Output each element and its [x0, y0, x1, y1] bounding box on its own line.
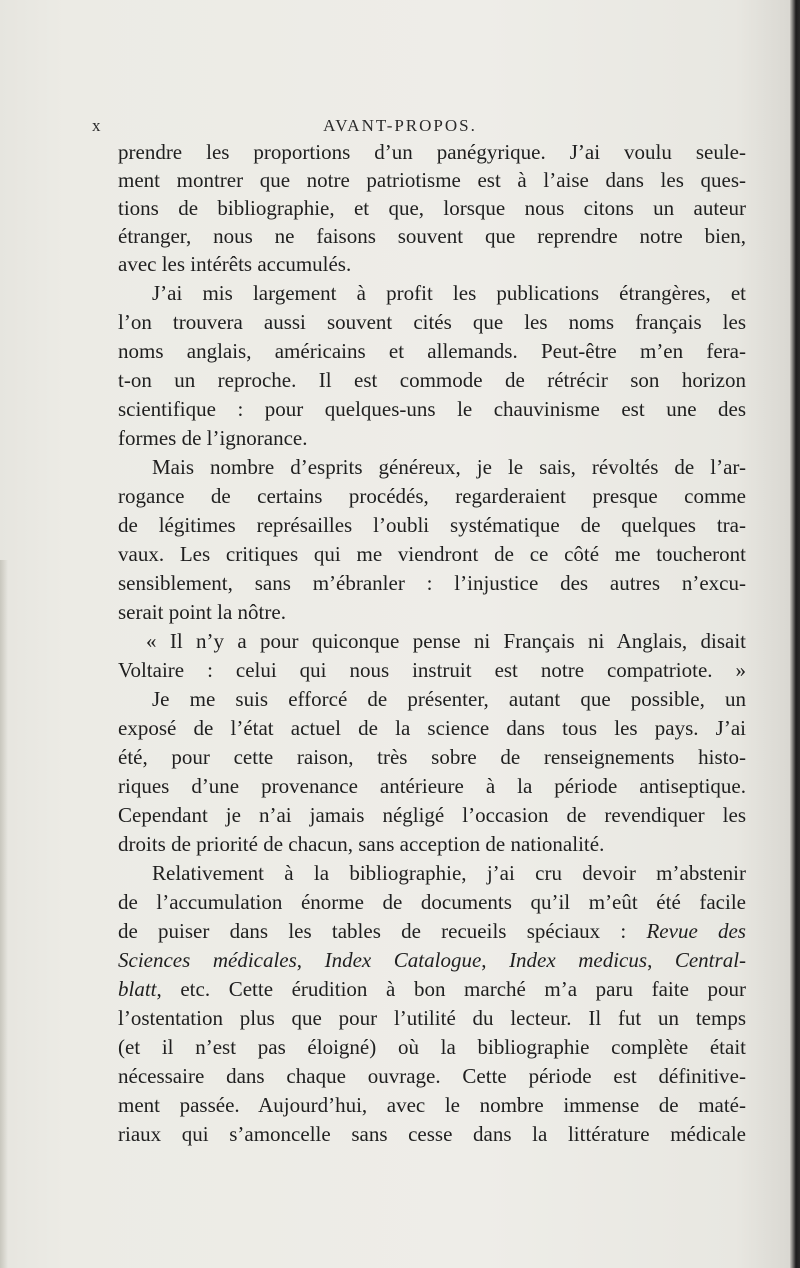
text-line: rogance de certains procédés, regarderaient presque comme	[118, 484, 746, 508]
text-line: formes de l’ignorance.	[118, 426, 308, 450]
page-number: x	[92, 116, 102, 135]
text-segment: de puiser dans les tables de recueils spéciaux :	[118, 919, 647, 943]
text-line: de légitimes représailles l’oubli systématique de quelques tra-	[118, 513, 746, 537]
text-line: scientifique : pour quelques-uns le chauvinisme est une des	[118, 397, 746, 421]
text-line	[118, 975, 746, 1004]
journal-title: Sciences médicales	[118, 948, 297, 972]
text-segment: ,	[481, 948, 510, 972]
page-edge	[0, 560, 8, 1268]
running-head: AVANT-PROPOS.	[323, 116, 477, 135]
text-segment: ,	[296, 948, 325, 972]
text-line	[118, 946, 746, 975]
text-segment: , etc. Cette érudition à bon marché m’a paru faite pour	[156, 977, 746, 1001]
text-line: l’on trouvera aussi souvent cités que les noms français les	[118, 310, 746, 334]
text-line: J’ai mis largement à profit les publications étrangères, et	[152, 281, 746, 305]
quote-line: « Il n’y a pour quiconque pense ni Français ni Anglais, disait	[146, 629, 746, 653]
text-line: tions de bibliographie, et que, lorsque nous citons un auteur	[118, 196, 746, 220]
text-line: étranger, nous ne faisons souvent que reprendre notre bien,	[118, 224, 746, 248]
text-line: vaux. Les critiques qui me viendront de ce côté me toucheront	[118, 542, 746, 566]
text-line	[118, 917, 746, 946]
journal-title: blatt	[118, 977, 157, 1001]
text-line: Cependant je n’ai jamais négligé l’occasion de revendiquer les	[118, 803, 746, 827]
journal-title: Index medicus	[509, 948, 648, 972]
text-line: avec les intérêts accumulés.	[118, 252, 352, 276]
journal-title: Revue des	[646, 919, 746, 943]
quote-line: Voltaire : celui qui nous instruit est notre compatriote. »	[118, 658, 746, 682]
text-line: Relativement à la bibliographie, j’ai cru devoir m’abstenir	[152, 861, 746, 885]
text-line: noms anglais, américains et allemands. Peut-être m’en fera-	[118, 339, 746, 363]
text-line: (et il n’est pas éloigné) où la bibliographie complète était	[118, 1035, 746, 1059]
text-line: prendre les proportions d’un panégyrique. J’ai voulu seule-	[118, 140, 746, 164]
text-line: serait point la nôtre.	[118, 600, 286, 624]
text-line: sensiblement, sans m’ébranler : l’injustice des autres n’excu-	[118, 571, 746, 595]
journal-title: Index Catalogue	[324, 948, 482, 972]
binding-shadow	[790, 0, 800, 1268]
text-line: riaux qui s’amoncelle sans cesse dans la littérature médicale	[118, 1122, 746, 1146]
text-line: exposé de l’état actuel de la science dans tous les pays. J’ai	[118, 716, 746, 740]
text-line: nécessaire dans chaque ouvrage. Cette période est définitive-	[118, 1064, 746, 1088]
text-line: riques d’une provenance antérieure à la période antiseptique.	[118, 774, 746, 798]
text-segment: ,	[647, 948, 675, 972]
text-line: été, pour cette raison, très sobre de renseignements histo-	[118, 745, 746, 769]
text-line: ment montrer que notre patriotisme est à l’aise dans les ques-	[118, 168, 746, 192]
text-line: ment passée. Aujourd’hui, avec le nombre immense de maté-	[118, 1093, 746, 1117]
text-line: Mais nombre d’esprits généreux, je le sais, révoltés de l’ar-	[152, 455, 746, 479]
text-line: droits de priorité de chacun, sans acception de nationalité.	[118, 832, 605, 856]
journal-title: Central-	[674, 948, 747, 972]
page-header	[0, 116, 800, 138]
text-line: de l’accumulation énorme de documents qu’il m’eût été facile	[118, 890, 746, 914]
text-line: Je me suis efforcé de présenter, autant que possible, un	[152, 687, 746, 711]
text-line: l’ostentation plus que pour l’utilité du lecteur. Il fut un temps	[118, 1006, 746, 1030]
text-line: t-on un reproche. Il est commode de rétrécir son horizon	[118, 368, 746, 392]
